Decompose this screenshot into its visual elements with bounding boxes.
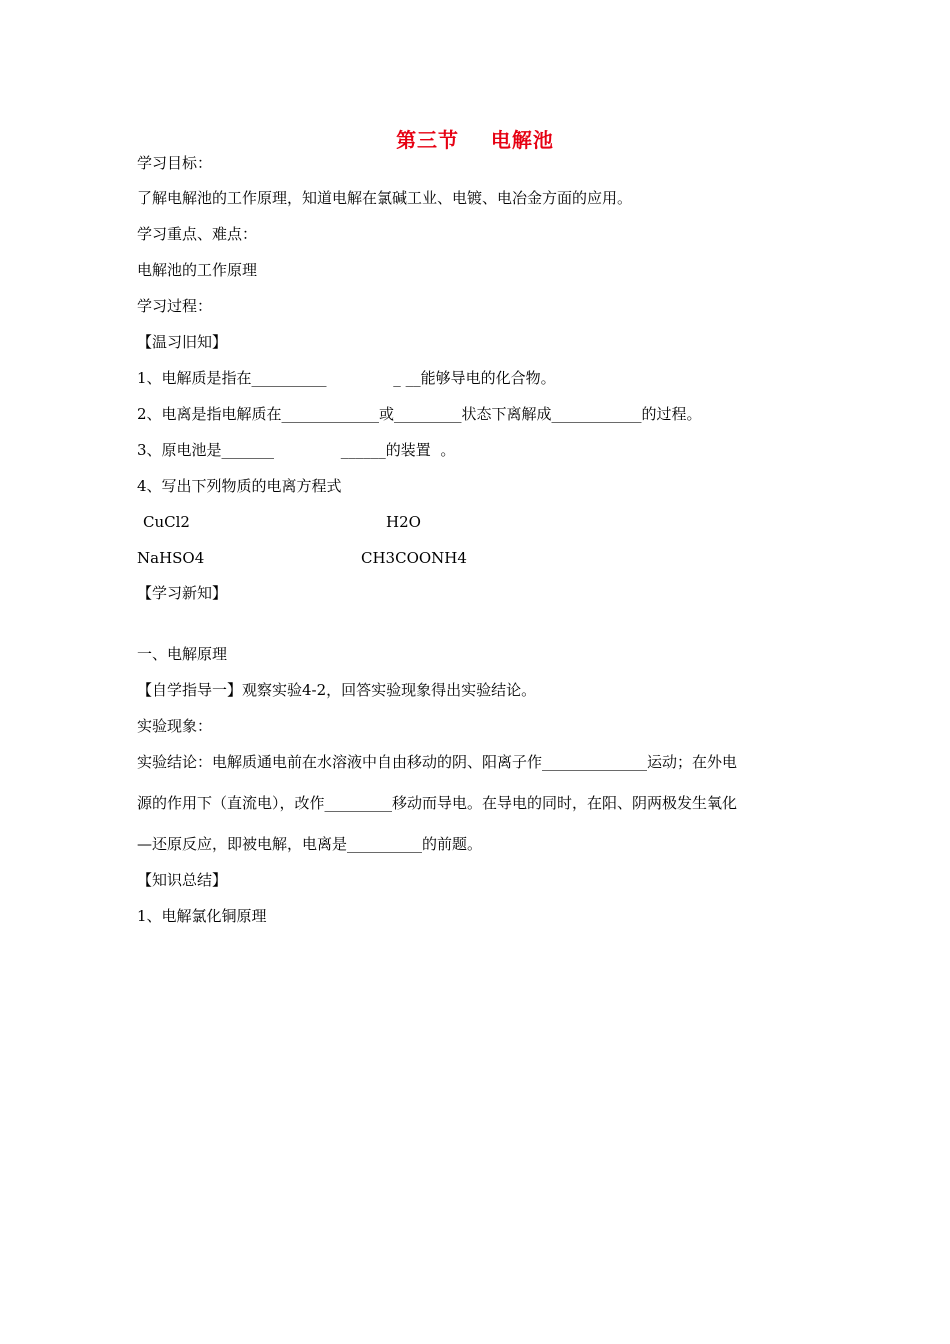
- review-question-2: 2、电离是指电解质在_____________或_________状态下离解成____________的过程。: [137, 405, 702, 423]
- formula-h2o: H2O: [386, 513, 421, 531]
- review-heading: 【温习旧知】: [137, 333, 228, 351]
- formula-ch3coonh4: CH3COONH4: [361, 549, 467, 567]
- key-points-heading: 学习重点、难点：: [137, 225, 258, 243]
- process-heading: 学习过程：: [137, 297, 213, 315]
- goals-heading: 学习目标：: [137, 154, 213, 172]
- summary-heading: 【知识总结】: [137, 871, 228, 889]
- conclusion-line-1: 实验结论：电解质通电前在水溶液中自由移动的阴、阳离子作______________运动；在外电: [137, 753, 738, 771]
- phenomenon-label: 实验现象：: [137, 717, 213, 735]
- goals-text: 了解电解池的工作原理，知道电解在氯碱工业、电镀、电冶金方面的应用。: [137, 189, 633, 207]
- formula-cucl2: CuCl2: [143, 513, 190, 531]
- review-question-3: 3、原电池是_______ ______的装置 。: [137, 441, 456, 459]
- new-heading: 【学习新知】: [137, 584, 228, 602]
- guide-1-text: 【自学指导一】观察实验4-2，回答实验现象得出实验结论。: [137, 681, 537, 699]
- page-title: 第三节 电解池: [396, 128, 554, 152]
- conclusion-line-2: 源的作用下（直流电），改作_________移动而导电。在导电的同时，在阳、阴两极发生氧化: [137, 794, 738, 812]
- section-1-heading: 一、电解原理: [137, 645, 228, 663]
- summary-item-1: 1、电解氯化铜原理: [137, 907, 267, 925]
- formula-nahso4: NaHSO4: [137, 549, 205, 567]
- review-question-4: 4、写出下列物质的电离方程式: [137, 477, 342, 495]
- conclusion-line-3: —还原反应，即被电解，电离是__________的前题。: [137, 835, 483, 853]
- key-points-text: 电解池的工作原理: [137, 261, 258, 279]
- review-question-1: 1、电解质是指在__________ _ __能够导电的化合物。: [137, 369, 556, 387]
